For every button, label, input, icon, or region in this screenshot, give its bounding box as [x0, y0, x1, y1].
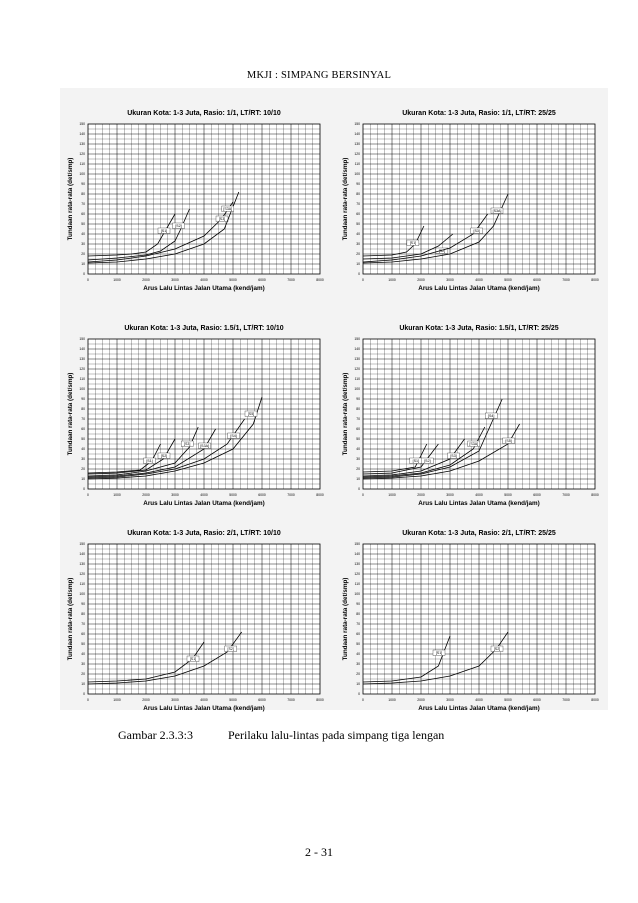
y-tick-label: 30	[81, 242, 85, 247]
series-label: [S2]	[424, 459, 431, 463]
y-axis-label: Tundaan rata-rata (det/smp)	[342, 157, 349, 241]
x-tick-label: 6000	[533, 698, 541, 702]
y-tick-label: 50	[356, 642, 360, 647]
y-tick-label: 150	[354, 542, 360, 547]
x-axis-label: Arus Lalu Lintas Jalan Utama (kend/jam)	[143, 285, 265, 292]
x-tick-label: 7000	[287, 493, 295, 497]
x-tick-label: 2000	[142, 278, 150, 282]
chart-title: Ukuran Kota: 1-3 Juta, Rasio: 1.5/1, LT/RT: 25/25	[399, 325, 559, 332]
y-tick-label: 130	[354, 357, 360, 362]
chart-title: Ukuran Kota: 1-3 Juta, Rasio: 2/1, LT/RT: 10/10	[127, 530, 281, 537]
x-tick-label: 1000	[388, 493, 396, 497]
y-tick-label: 130	[354, 142, 360, 147]
x-axis-label: Arus Lalu Lintas Jalan Utama (kend/jam)	[418, 500, 540, 507]
series-label: [S4]	[487, 414, 495, 418]
y-tick-label: 60	[356, 427, 360, 432]
x-tick-label: 0	[87, 698, 89, 702]
series-label: [S3A]	[469, 442, 479, 446]
chart-4	[335, 313, 605, 518]
x-tick-label: 3000	[446, 493, 454, 497]
x-tick-label: 2000	[142, 493, 150, 497]
chart-5	[60, 518, 330, 723]
y-tick-label: 10	[81, 262, 85, 267]
chart-6	[335, 518, 605, 723]
x-tick-label: 8000	[316, 698, 324, 702]
y-tick-label: 60	[356, 632, 360, 637]
x-tick-label: 8000	[316, 278, 324, 282]
x-tick-label: 6000	[258, 278, 266, 282]
x-tick-label: 3000	[171, 278, 179, 282]
y-axis-label: Tundaan rata-rata (det/smp)	[342, 372, 349, 456]
series-label: [S1]	[435, 651, 443, 655]
y-tick-label: 110	[354, 162, 360, 167]
x-tick-label: 4000	[200, 278, 208, 282]
chart-svg	[60, 518, 330, 723]
x-tick-label: 3000	[446, 278, 454, 282]
x-tick-label: 6000	[258, 493, 266, 497]
series-label: [S3A]	[200, 444, 209, 448]
y-tick-label: 140	[354, 552, 360, 557]
chart-2	[335, 98, 605, 303]
x-tick-label: 3000	[171, 698, 179, 702]
y-tick-label: 70	[81, 622, 85, 627]
y-tick-label: 80	[356, 192, 360, 197]
x-tick-label: 7000	[287, 278, 295, 282]
y-tick-label: 150	[354, 337, 360, 342]
series-label: [S5]	[247, 412, 255, 416]
x-tick-label: 8000	[316, 493, 324, 497]
page-header: MKJI : SIMPANG BERSINYAL	[246, 70, 392, 81]
y-tick-label: 110	[79, 162, 85, 167]
figure-panel	[60, 88, 608, 710]
x-tick-label: 1000	[113, 493, 121, 497]
chart-svg	[335, 313, 605, 518]
y-tick-label: 110	[79, 377, 85, 382]
y-tick-label: 100	[354, 592, 360, 597]
chart-svg	[335, 98, 605, 303]
caption-text: Perilaku lalu-lintas pada simpang tiga lengan	[228, 728, 445, 742]
x-tick-label: 4000	[475, 698, 483, 702]
y-tick-label: 70	[356, 202, 360, 207]
series-label: [S2]	[438, 249, 446, 253]
y-tick-label: 100	[79, 387, 85, 392]
x-tick-label: 0	[87, 278, 89, 282]
y-tick-label: 60	[81, 632, 85, 637]
y-tick-label: 20	[356, 252, 360, 257]
x-tick-label: 1000	[388, 278, 396, 282]
series-label: [S1]	[160, 229, 168, 233]
y-tick-label: 20	[81, 672, 85, 677]
y-tick-label: 40	[81, 447, 85, 452]
y-tick-label: 0	[358, 692, 360, 697]
x-tick-label: 8000	[591, 278, 599, 282]
y-tick-label: 130	[79, 142, 85, 147]
x-tick-label: 1000	[113, 278, 121, 282]
x-tick-label: 4000	[475, 493, 483, 497]
y-tick-label: 0	[83, 272, 85, 277]
y-tick-label: 140	[79, 347, 85, 352]
y-tick-label: 120	[354, 572, 360, 577]
y-tick-label: 140	[354, 347, 360, 352]
y-axis-label: Tundaan rata-rata (det/smp)	[67, 372, 74, 456]
y-tick-label: 120	[79, 572, 85, 577]
x-tick-label: 2000	[142, 698, 150, 702]
y-tick-label: 0	[83, 692, 85, 697]
x-tick-label: 5000	[504, 698, 512, 702]
y-tick-label: 140	[354, 132, 360, 137]
y-tick-label: 80	[356, 612, 360, 617]
x-tick-label: 6000	[258, 698, 266, 702]
x-tick-label: 5000	[504, 278, 512, 282]
series-label: [S2]	[227, 647, 234, 651]
y-tick-label: 50	[81, 437, 85, 442]
y-tick-label: 70	[356, 417, 360, 422]
y-tick-label: 140	[79, 552, 85, 557]
x-tick-label: 5000	[229, 698, 237, 702]
y-tick-label: 40	[356, 447, 360, 452]
y-tick-label: 20	[356, 672, 360, 677]
x-tick-label: 4000	[200, 698, 208, 702]
y-tick-label: 20	[81, 467, 85, 472]
y-tick-label: 80	[81, 407, 85, 412]
chart-svg	[60, 313, 330, 518]
y-tick-label: 100	[354, 172, 360, 177]
series-label: [S4]	[230, 434, 237, 438]
y-tick-label: 30	[356, 242, 360, 247]
y-tick-label: 90	[356, 182, 360, 187]
y-tick-label: 40	[356, 232, 360, 237]
x-tick-label: 5000	[229, 493, 237, 497]
y-tick-label: 120	[354, 152, 360, 157]
y-tick-label: 120	[354, 367, 360, 372]
y-tick-label: 30	[356, 662, 360, 667]
y-tick-label: 90	[81, 182, 85, 187]
x-axis-label: Arus Lalu Lintas Jalan Utama (kend/jam)	[418, 285, 540, 292]
series-label: [S5]	[505, 439, 512, 443]
x-tick-label: 7000	[562, 698, 570, 702]
y-tick-label: 10	[356, 477, 360, 482]
series-label: [S1]	[409, 241, 417, 245]
x-tick-label: 8000	[591, 698, 599, 702]
y-axis-label: Tundaan rata-rata (det/smp)	[67, 577, 74, 661]
y-tick-label: 90	[81, 602, 85, 607]
series-label: [S2]	[175, 224, 182, 228]
y-tick-label: 130	[79, 562, 85, 567]
chart-3	[60, 313, 330, 518]
chart-svg	[60, 98, 330, 303]
x-tick-label: 7000	[562, 493, 570, 497]
x-axis-label: Arus Lalu Lintas Jalan Utama (kend/jam)	[143, 705, 265, 712]
y-tick-label: 150	[79, 122, 85, 127]
y-tick-label: 30	[81, 662, 85, 667]
x-tick-label: 8000	[591, 493, 599, 497]
y-tick-label: 10	[356, 682, 360, 687]
x-tick-label: 7000	[562, 278, 570, 282]
chart-title: Ukuran Kota: 1-3 Juta, Rasio: 1/1, LT/RT: 25/25	[402, 110, 556, 117]
y-tick-label: 90	[81, 397, 85, 402]
y-tick-label: 100	[354, 387, 360, 392]
x-tick-label: 5000	[504, 493, 512, 497]
page-number: 2 - 31	[305, 845, 333, 859]
series-label: [S1]	[189, 657, 197, 661]
x-tick-label: 1000	[113, 698, 121, 702]
y-tick-label: 110	[354, 582, 360, 587]
y-tick-label: 120	[79, 152, 85, 157]
y-tick-label: 70	[81, 417, 85, 422]
y-tick-label: 30	[356, 457, 360, 462]
y-tick-label: 0	[358, 272, 360, 277]
y-tick-label: 80	[356, 407, 360, 412]
y-tick-label: 90	[356, 602, 360, 607]
y-tick-label: 90	[356, 397, 360, 402]
y-tick-label: 50	[356, 437, 360, 442]
x-tick-label: 0	[362, 278, 364, 282]
y-tick-label: 70	[81, 202, 85, 207]
y-tick-label: 130	[354, 562, 360, 567]
y-axis-label: Tundaan rata-rata (det/smp)	[67, 157, 74, 241]
y-tick-label: 0	[358, 487, 360, 492]
chart-1	[60, 98, 330, 303]
x-tick-label: 0	[87, 493, 89, 497]
x-axis-label: Arus Lalu Lintas Jalan Utama (kend/jam)	[143, 500, 265, 507]
y-tick-label: 70	[356, 622, 360, 627]
y-tick-label: 60	[356, 212, 360, 217]
chart-title: Ukuran Kota: 1-3 Juta, Rasio: 2/1, LT/RT: 25/25	[402, 530, 556, 537]
x-tick-label: 0	[362, 698, 364, 702]
y-tick-label: 110	[354, 377, 360, 382]
series-label: [S3]	[183, 442, 191, 446]
y-tick-label: 20	[81, 252, 85, 257]
y-tick-label: 50	[81, 222, 85, 227]
y-tick-label: 40	[356, 652, 360, 657]
series-label: [S2]	[493, 647, 501, 651]
y-tick-label: 10	[356, 262, 360, 267]
x-tick-label: 2000	[417, 698, 425, 702]
series-label: [S3]	[218, 217, 226, 221]
y-axis-label: Tundaan rata-rata (det/smp)	[342, 577, 349, 661]
y-tick-label: 140	[79, 132, 85, 137]
y-tick-label: 20	[356, 467, 360, 472]
y-tick-label: 110	[79, 582, 85, 587]
y-tick-label: 60	[81, 212, 85, 217]
series-label: [S3]	[473, 229, 480, 233]
series-label: [S3]	[450, 454, 457, 458]
caption-number: Gambar 2.3.3:3	[118, 728, 193, 742]
x-tick-label: 3000	[171, 493, 179, 497]
series-label: [S1]	[412, 459, 420, 463]
x-tick-label: 3000	[446, 698, 454, 702]
y-tick-label: 80	[81, 192, 85, 197]
y-tick-label: 50	[81, 642, 85, 647]
y-tick-label: 150	[79, 337, 85, 342]
y-tick-label: 10	[81, 477, 85, 482]
y-tick-label: 100	[79, 172, 85, 177]
y-tick-label: 40	[81, 232, 85, 237]
y-tick-label: 60	[81, 427, 85, 432]
x-tick-label: 4000	[475, 278, 483, 282]
x-tick-label: 2000	[417, 278, 425, 282]
y-tick-label: 10	[81, 682, 85, 687]
y-tick-label: 100	[79, 592, 85, 597]
series-label: [S3A]	[223, 207, 233, 211]
x-axis-label: Arus Lalu Lintas Jalan Utama (kend/jam)	[418, 705, 540, 712]
chart-title: Ukuran Kota: 1-3 Juta, Rasio: 1/1, LT/RT: 10/10	[127, 110, 281, 117]
x-tick-label: 2000	[417, 493, 425, 497]
y-tick-label: 150	[354, 122, 360, 127]
series-label: [S1]	[146, 459, 153, 463]
chart-svg	[335, 518, 605, 723]
x-tick-label: 4000	[200, 493, 208, 497]
x-tick-label: 7000	[287, 698, 295, 702]
y-tick-label: 150	[79, 542, 85, 547]
x-tick-label: 6000	[533, 493, 541, 497]
x-tick-label: 0	[362, 493, 364, 497]
x-tick-label: 6000	[533, 278, 541, 282]
y-tick-label: 50	[356, 222, 360, 227]
x-tick-label: 5000	[229, 278, 237, 282]
y-tick-label: 40	[81, 652, 85, 657]
series-label: [S2]	[160, 454, 168, 458]
y-tick-label: 0	[83, 487, 85, 492]
series-label: [S3A]	[492, 209, 502, 213]
y-tick-label: 80	[81, 612, 85, 617]
x-tick-label: 1000	[388, 698, 396, 702]
y-tick-label: 30	[81, 457, 85, 462]
y-tick-label: 130	[79, 357, 85, 362]
y-tick-label: 120	[79, 367, 85, 372]
chart-title: Ukuran Kota: 1-3 Juta, Rasio: 1.5/1, LT/RT: 10/10	[124, 325, 284, 332]
